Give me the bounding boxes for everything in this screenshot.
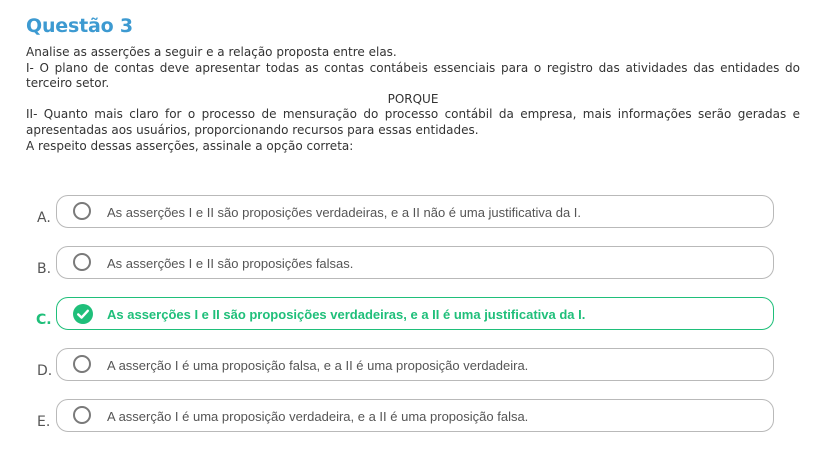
- option-a-letter: A.: [37, 210, 51, 226]
- connector-porque: PORQUE: [387, 91, 439, 106]
- option-c-text: As asserções I e II são proposições verdadeiras, e a II é uma justificativa da I.: [107, 307, 586, 322]
- check-circle-icon[interactable]: [73, 304, 93, 324]
- radio-unchecked-icon[interactable]: [73, 406, 91, 424]
- option-d-letter: D.: [37, 363, 53, 379]
- option-a[interactable]: [56, 195, 774, 228]
- option-e-text: A asserção I é uma proposição verdadeira, e a II é uma proposição falsa.: [107, 409, 529, 424]
- option-d[interactable]: [56, 348, 774, 381]
- radio-unchecked-icon[interactable]: [73, 253, 91, 271]
- option-c-letter: C.: [36, 312, 52, 328]
- question-title: Questão 3: [26, 15, 133, 37]
- option-b[interactable]: [56, 246, 774, 279]
- question-statement: [26, 45, 800, 154]
- option-e-letter: E.: [37, 414, 51, 430]
- option-b-text: As asserções I e II são proposições falsas.: [107, 256, 354, 271]
- assertion-1: I- O plano de contas deve apresentar todas as contas contábeis essenciais para o registro das atividades das entidades do terceiro setor.: [26, 60, 800, 91]
- question-prompt: A respeito dessas asserções, assinale a opção correta:: [26, 138, 354, 153]
- option-a-text: As asserções I e II são proposições verdadeiras, e a II não é uma justificativa da I.: [107, 205, 582, 220]
- radio-unchecked-icon[interactable]: [73, 202, 91, 220]
- option-e[interactable]: [56, 399, 774, 432]
- assertion-2: II- Quanto mais claro for o processo de mensuração do processo contábil da empresa, mais informações serão geradas e apresentadas aos usuários, proporcionando recursos para essas entidades.: [26, 107, 800, 137]
- question-intro: Analise as asserções a seguir e a relação proposta entre elas.: [26, 45, 397, 59]
- option-c[interactable]: [56, 297, 774, 330]
- option-b-letter: B.: [37, 261, 52, 277]
- option-d-text: A asserção I é uma proposição falsa, e a II é uma proposição verdadeira.: [107, 358, 529, 373]
- radio-unchecked-icon[interactable]: [73, 355, 91, 373]
